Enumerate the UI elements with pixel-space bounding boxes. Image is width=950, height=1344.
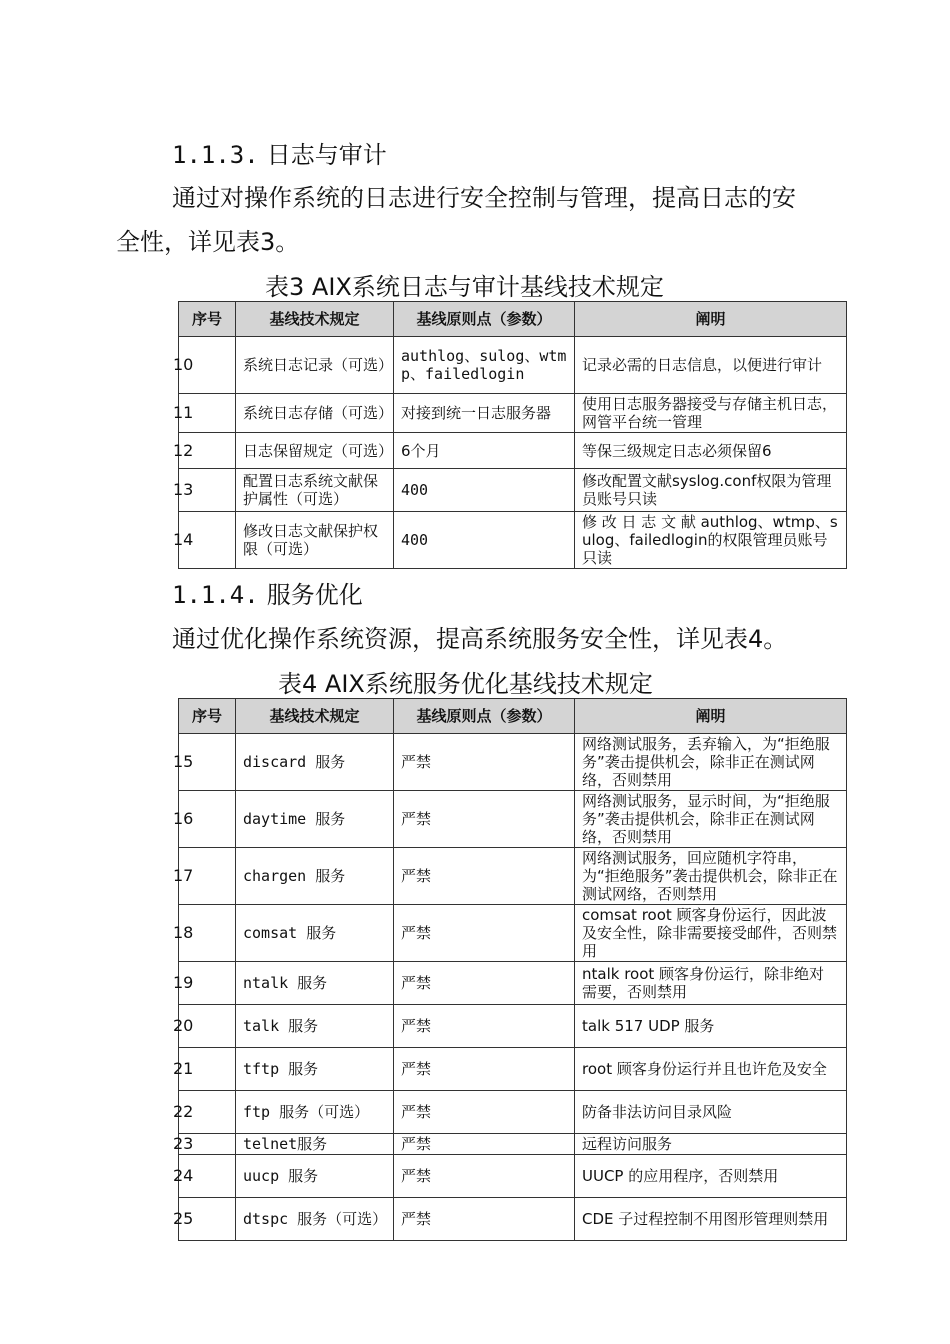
table-row — [179, 905, 847, 962]
row-no: 24 — [179, 1155, 236, 1198]
header-param: 基线原则点（参数） — [394, 302, 575, 337]
row-no: 14 — [179, 512, 236, 569]
row-no: 20 — [179, 1005, 236, 1048]
header-no: 序号 — [179, 699, 236, 734]
table-row — [179, 1005, 847, 1048]
table-row — [179, 791, 847, 848]
row-desc: 等保三级规定日志必须保留6 — [575, 433, 847, 469]
row-param: 6个月 — [394, 433, 575, 469]
row-param: 严禁 — [394, 1048, 575, 1091]
header-rule: 基线技术规定 — [236, 699, 394, 734]
row-no: 13 — [179, 469, 236, 512]
row-param: 严禁 — [394, 1005, 575, 1048]
row-desc: 网络测试服务，丢弃输入，为“拒绝服务”袭击提供机会，除非正在测试网络，否则禁用 — [575, 734, 847, 791]
row-desc: 修改配置文献syslog.conf权限为管理员账号只读 — [575, 469, 847, 512]
section-title: 日志与审计 — [266, 141, 387, 169]
section-number: 1.1.3. — [172, 141, 259, 169]
row-desc: talk 517 UDP 服务 — [575, 1005, 847, 1048]
row-desc: ntalk root 顾客身份运行，除非绝对需要，否则禁用 — [575, 962, 847, 1005]
table-row — [179, 469, 847, 512]
row-rule: chargen 服务 — [236, 848, 394, 905]
table4-caption: 表4 AIX系统服务优化基线技术规定 — [278, 670, 653, 698]
table-row — [179, 734, 847, 791]
table-row — [179, 848, 847, 905]
row-no: 17 — [179, 848, 236, 905]
row-rule: 修改日志文献保护权限（可选） — [236, 512, 394, 569]
row-rule: daytime 服务 — [236, 791, 394, 848]
table-row — [179, 1198, 847, 1241]
row-desc: 远程访问服务 — [575, 1134, 847, 1155]
row-param: 400 — [394, 469, 575, 512]
header-desc: 阐明 — [575, 699, 847, 734]
section-number: 1.1.4. — [172, 581, 259, 609]
row-param: 严禁 — [394, 1155, 575, 1198]
table-row — [179, 433, 847, 469]
row-desc: 网络测试服务，显示时间，为“拒绝服务”袭击提供机会，除非正在测试网络，否则禁用 — [575, 791, 847, 848]
row-desc: CDE 子过程控制不用图形管理则禁用 — [575, 1198, 847, 1241]
row-param: 严禁 — [394, 1134, 575, 1155]
row-desc: 网络测试服务，回应随机字符串，为“拒绝服务”袭击提供机会，除非正在测试网络，否则禁用 — [575, 848, 847, 905]
row-desc: 使用日志服务器接受与存储主机日志，网管平台统一管理 — [575, 394, 847, 433]
row-no: 22 — [179, 1091, 236, 1134]
row-no: 11 — [179, 394, 236, 433]
row-no: 23 — [179, 1134, 236, 1155]
table-header-row — [179, 699, 847, 734]
row-param: 严禁 — [394, 791, 575, 848]
row-no: 19 — [179, 962, 236, 1005]
table-row — [179, 962, 847, 1005]
section-title: 服务优化 — [266, 581, 363, 609]
row-no: 15 — [179, 734, 236, 791]
row-no: 18 — [179, 905, 236, 962]
table-row — [179, 1048, 847, 1091]
table-row — [179, 337, 847, 394]
row-no: 21 — [179, 1048, 236, 1091]
row-rule: ftp 服务（可选） — [236, 1091, 394, 1134]
row-param: 严禁 — [394, 905, 575, 962]
row-rule: talk 服务 — [236, 1005, 394, 1048]
row-rule: 系统日志存储（可选） — [236, 394, 394, 433]
row-desc: 记录必需的日志信息，以便进行审计 — [575, 337, 847, 394]
table4 — [173, 698, 847, 1241]
row-param: 400 — [394, 512, 575, 569]
row-rule: dtspc 服务（可选） — [236, 1198, 394, 1241]
row-rule: discard 服务 — [236, 734, 394, 791]
table3-caption: 表3 AIX系统日志与审计基线技术规定 — [265, 273, 664, 301]
row-rule: comsat 服务 — [236, 905, 394, 962]
section-heading-1-1-4 — [172, 580, 363, 610]
row-param: 严禁 — [394, 962, 575, 1005]
row-desc: root 顾客身份运行并且也许危及安全 — [575, 1048, 847, 1091]
header-rule: 基线技术规定 — [236, 302, 394, 337]
section-heading-1-1-3 — [172, 140, 387, 170]
row-rule: telnet服务 — [236, 1134, 394, 1155]
table3 — [173, 301, 847, 569]
table-row — [179, 512, 847, 569]
header-no: 序号 — [179, 302, 236, 337]
row-rule: 日志保留规定（可选） — [236, 433, 394, 469]
row-desc: UUCP 的应用程序，否则禁用 — [575, 1155, 847, 1198]
row-param: 对接到统一日志服务器 — [394, 394, 575, 433]
row-no: 10 — [179, 337, 236, 394]
row-no: 12 — [179, 433, 236, 469]
row-param: 严禁 — [394, 1091, 575, 1134]
intro-paragraph-line-2: 全性，详见表3。 — [116, 228, 300, 256]
table-row — [179, 1091, 847, 1134]
row-rule: 系统日志记录（可选） — [236, 337, 394, 394]
row-rule: tftp 服务 — [236, 1048, 394, 1091]
row-desc: 防备非法访问目录风险 — [575, 1091, 847, 1134]
row-rule: ntalk 服务 — [236, 962, 394, 1005]
row-param: authlog、sulog、wtmp、failedlogin — [394, 337, 575, 394]
header-param: 基线原则点（参数） — [394, 699, 575, 734]
row-param: 严禁 — [394, 1198, 575, 1241]
row-rule: 配置日志系统文献保护属性（可选） — [236, 469, 394, 512]
intro-paragraph-line-1: 通过优化操作系统资源，提高系统服务安全性，详见表4。 — [172, 625, 788, 653]
table-row — [179, 1134, 847, 1155]
header-desc: 阐明 — [575, 302, 847, 337]
intro-paragraph-line-1: 通过对操作系统的日志进行安全控制与管理，提高日志的安 — [172, 184, 796, 212]
row-desc: 修 改 日 志 文 献 authlog、wtmp、sulog、failedlogin的权限管理员账号只读 — [575, 512, 847, 569]
table-header-row — [179, 302, 847, 337]
row-no: 25 — [179, 1198, 236, 1241]
row-desc: comsat root 顾客身份运行，因此波及安全性，除非需要接受邮件，否则禁用 — [575, 905, 847, 962]
row-param: 严禁 — [394, 734, 575, 791]
row-no: 16 — [179, 791, 236, 848]
row-rule: uucp 服务 — [236, 1155, 394, 1198]
table-row — [179, 1155, 847, 1198]
table-row — [179, 394, 847, 433]
row-param: 严禁 — [394, 848, 575, 905]
